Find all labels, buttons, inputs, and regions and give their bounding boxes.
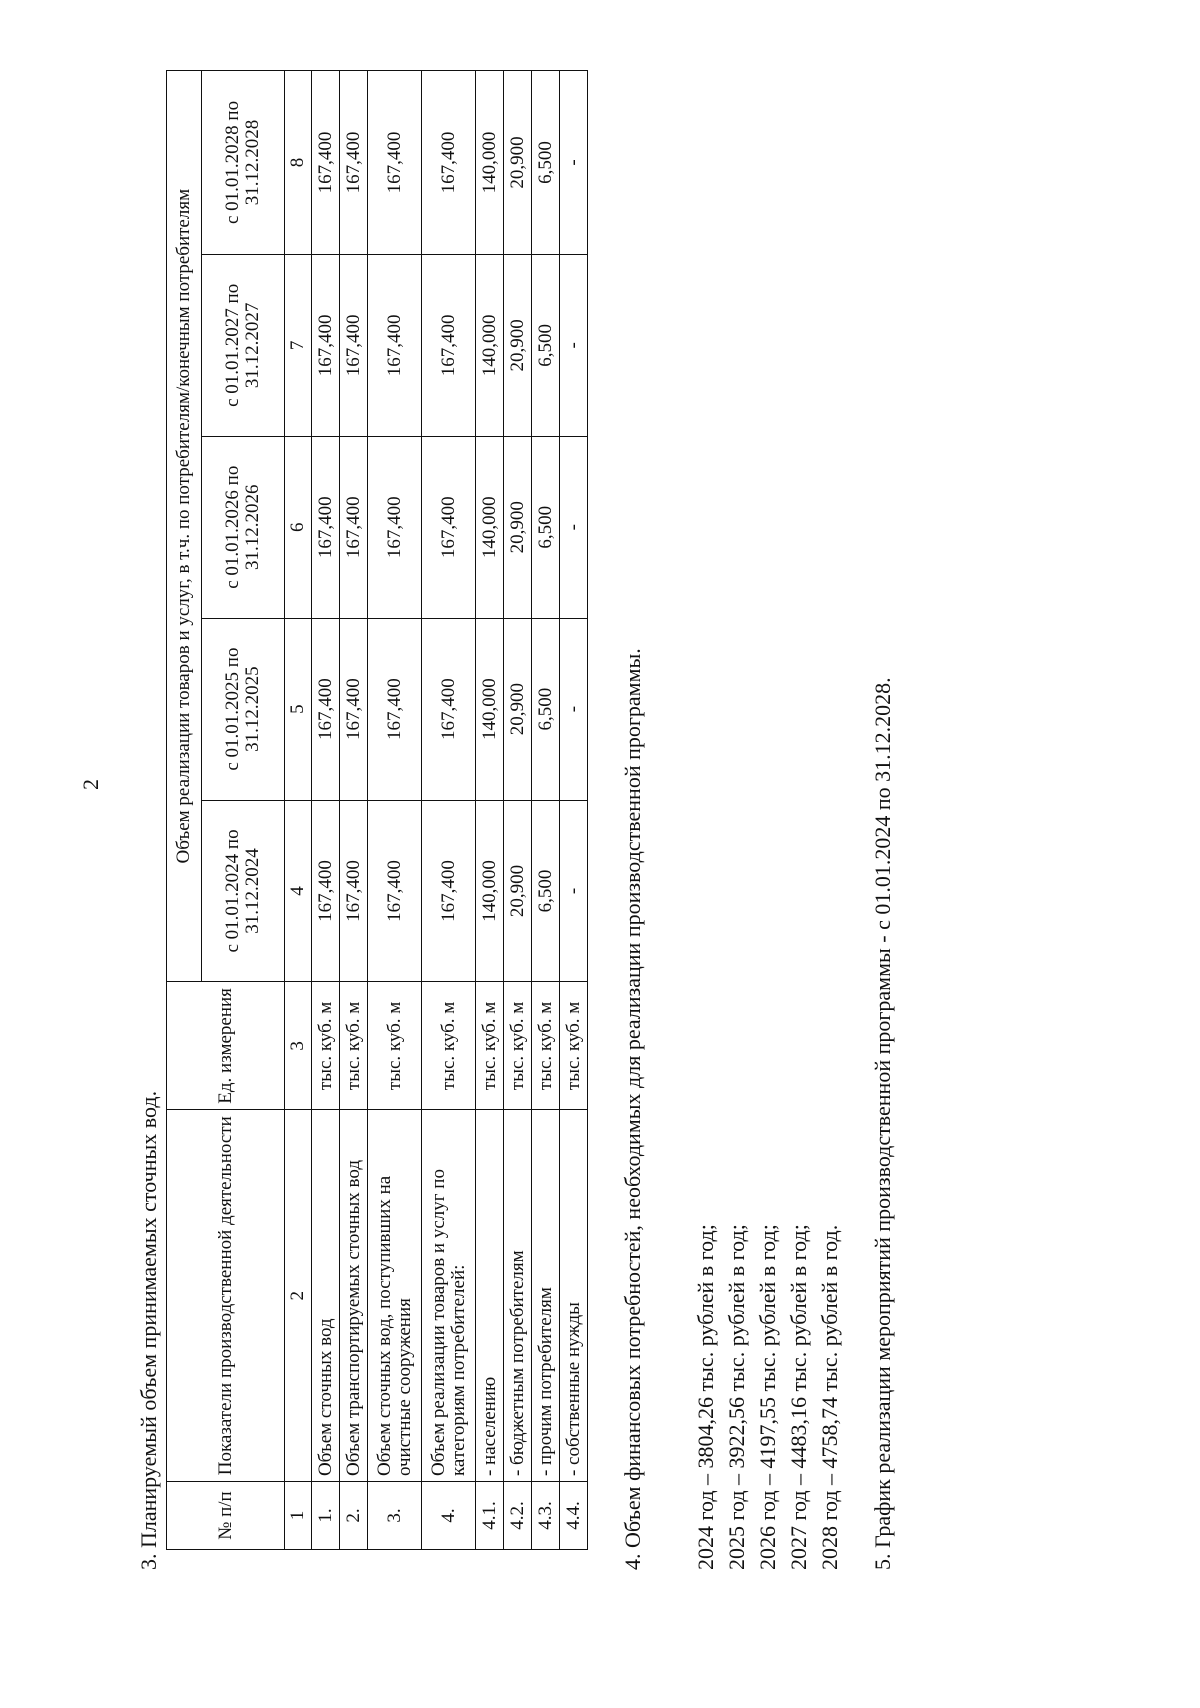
- table-row: [560, 71, 588, 1550]
- row-value: 167,400: [340, 618, 368, 800]
- section-3-title: 3. Планируемый объем принимаемых сточных вод.: [136, 1090, 161, 1570]
- column-number: 8: [285, 71, 312, 255]
- financial-line-2024: 2024 год – 3804,26 тыс. рублей в год;: [693, 1224, 718, 1570]
- section-4-title: 4. Объем финансовых потребностей, необходимых для реализации производственной программы.: [620, 648, 645, 1570]
- row-value: 167,400: [368, 618, 422, 800]
- row-value: -: [560, 618, 588, 800]
- row-value: 167,400: [422, 436, 476, 618]
- row-indicator: Объем реализации товаров и услуг по категориям потребителей:: [422, 1110, 476, 1482]
- row-value: 140,000: [476, 800, 504, 982]
- row-value: 167,400: [312, 436, 340, 618]
- column-number-row: [285, 71, 312, 1550]
- table-row: [368, 71, 422, 1550]
- column-number: 3: [285, 982, 312, 1110]
- row-value: -: [560, 71, 588, 255]
- table-row: [476, 71, 504, 1550]
- header-period-2024: с 01.01.2024 по 31.12.2024: [202, 800, 285, 982]
- row-unit: тыс. куб. м: [340, 982, 368, 1110]
- row-number: 4.3.: [532, 1482, 560, 1550]
- wastewater-volume-table: [166, 70, 588, 1550]
- row-value: 6,500: [532, 254, 560, 436]
- table-row: [312, 71, 340, 1550]
- row-value: 20,900: [504, 436, 532, 618]
- row-number: 4.2.: [504, 1482, 532, 1550]
- page-number: 2: [78, 779, 103, 790]
- document-page: [78, 10, 1200, 1590]
- table-row: [532, 71, 560, 1550]
- row-value: 20,900: [504, 618, 532, 800]
- column-number: 2: [285, 1110, 312, 1482]
- row-value: -: [560, 254, 588, 436]
- header-period-2025: с 01.01.2025 по 31.12.2025: [202, 618, 285, 800]
- column-number: 4: [285, 800, 312, 982]
- row-number: 4.: [422, 1482, 476, 1550]
- row-value: 167,400: [422, 71, 476, 255]
- header-period-2028: с 01.01.2028 по 31.12.2028: [202, 71, 285, 255]
- row-value: 6,500: [532, 71, 560, 255]
- row-value: 6,500: [532, 800, 560, 982]
- header-period-2027: с 01.01.2027 по 31.12.2027: [202, 254, 285, 436]
- table-row: [340, 71, 368, 1550]
- column-number: 7: [285, 254, 312, 436]
- row-number: 4.4.: [560, 1482, 588, 1550]
- row-unit: тыс. куб. м: [476, 982, 504, 1110]
- row-indicator: - собственные нужды: [560, 1110, 588, 1482]
- row-value: 167,400: [422, 800, 476, 982]
- row-indicator: Объем сточных вод, поступивших на очистные сооружения: [368, 1110, 422, 1482]
- table-row: [504, 71, 532, 1550]
- row-number: 4.1.: [476, 1482, 504, 1550]
- row-value: 6,500: [532, 618, 560, 800]
- table-row: [422, 71, 476, 1550]
- row-value: 167,400: [340, 71, 368, 255]
- row-value: 167,400: [422, 618, 476, 800]
- row-value: 167,400: [312, 71, 340, 255]
- row-value: 140,000: [476, 254, 504, 436]
- row-value: 140,000: [476, 71, 504, 255]
- row-value: 20,900: [504, 254, 532, 436]
- row-value: -: [560, 800, 588, 982]
- financial-line-2025: 2025 год – 3922,56 тыс. рублей в год;: [724, 1224, 749, 1570]
- row-value: 167,400: [312, 618, 340, 800]
- financial-needs-list: [690, 1224, 845, 1570]
- header-period-2026: с 01.01.2026 по 31.12.2026: [202, 436, 285, 618]
- financial-line-2026: 2026 год – 4197,55 тыс. рублей в год;: [755, 1224, 780, 1570]
- row-value: -: [560, 436, 588, 618]
- row-number: 3.: [368, 1482, 422, 1550]
- row-value: 167,400: [312, 800, 340, 982]
- row-indicator: Объем сточных вод: [312, 1110, 340, 1482]
- financial-line-2027: 2027 год – 4483,16 тыс. рублей в год;: [786, 1224, 811, 1570]
- column-number: 5: [285, 618, 312, 800]
- row-indicator: - бюджетным потребителям: [504, 1110, 532, 1482]
- row-indicator: - прочим потребителям: [532, 1110, 560, 1482]
- column-number: 1: [285, 1482, 312, 1550]
- header-num: № п/п: [167, 1482, 285, 1550]
- row-value: 167,400: [368, 71, 422, 255]
- row-unit: тыс. куб. м: [532, 982, 560, 1110]
- row-value: 167,400: [340, 436, 368, 618]
- row-unit: тыс. куб. м: [312, 982, 340, 1110]
- row-number: 1.: [312, 1482, 340, 1550]
- row-value: 167,400: [368, 254, 422, 436]
- row-value: 20,900: [504, 71, 532, 255]
- row-indicator: Объем транспортируемых сточных вод: [340, 1110, 368, 1482]
- row-unit: тыс. куб. м: [560, 982, 588, 1110]
- row-unit: тыс. куб. м: [504, 982, 532, 1110]
- row-value: 167,400: [312, 254, 340, 436]
- row-value: 20,900: [504, 800, 532, 982]
- row-indicator: - населению: [476, 1110, 504, 1482]
- row-value: 167,400: [340, 254, 368, 436]
- row-value: 167,400: [340, 800, 368, 982]
- row-value: 140,000: [476, 618, 504, 800]
- row-number: 2.: [340, 1482, 368, 1550]
- row-value: 167,400: [368, 800, 422, 982]
- row-unit: тыс. куб. м: [422, 982, 476, 1110]
- row-value: 140,000: [476, 436, 504, 618]
- row-unit: тыс. куб. м: [368, 982, 422, 1110]
- row-value: 167,400: [422, 254, 476, 436]
- row-value: 167,400: [368, 436, 422, 618]
- header-unit: Ед. измерения: [167, 982, 285, 1110]
- section-5-title: 5. График реализации мероприятий производственной программы - с 01.01.2024 по 31.12.2028.: [870, 677, 895, 1570]
- financial-line-2028: 2028 год – 4758,74 тыс. рублей в год.: [817, 1224, 842, 1570]
- column-number: 6: [285, 436, 312, 618]
- header-indicator: Показатели производственной деятельности: [167, 1110, 285, 1482]
- header-volume: Объем реализации товаров и услуг, в т.ч. по потребителям/конечным потребителям: [167, 71, 202, 982]
- row-value: 6,500: [532, 436, 560, 618]
